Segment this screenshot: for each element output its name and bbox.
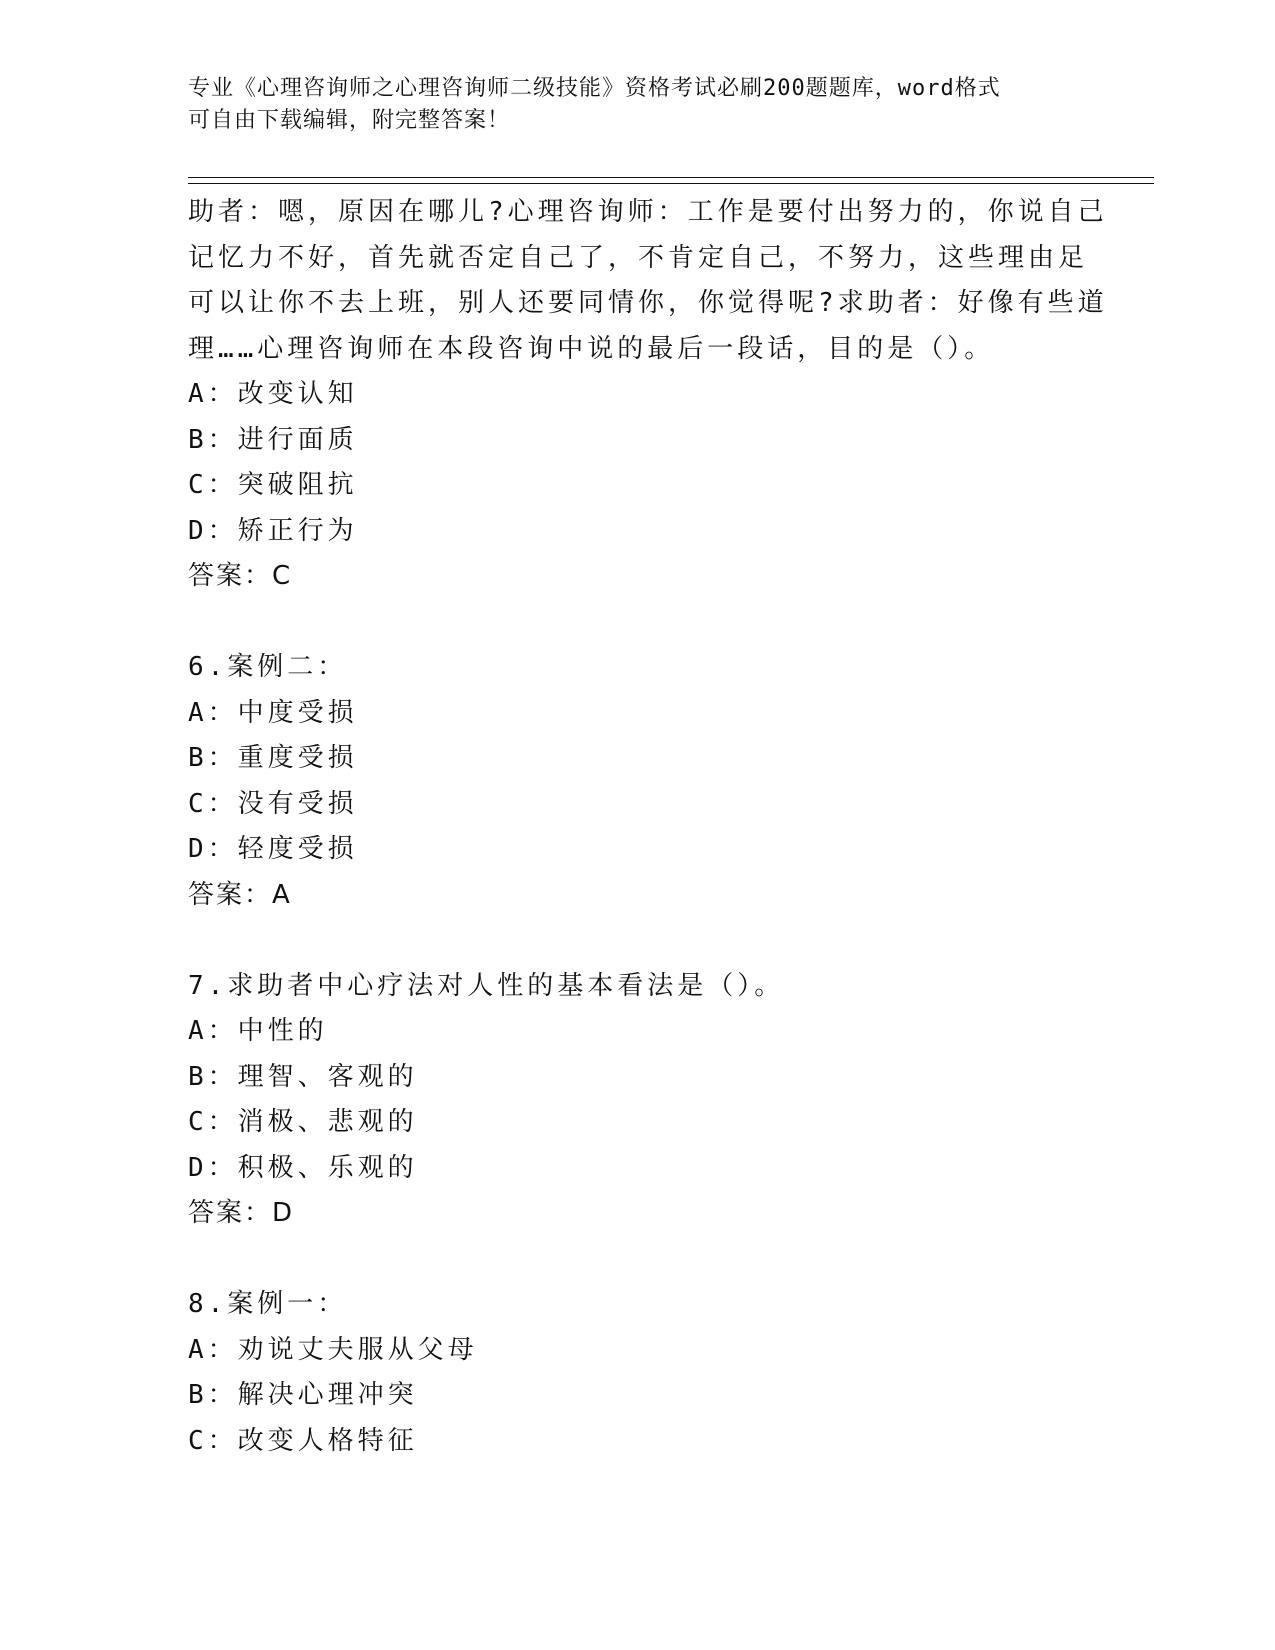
question-stem-line: 可以让你不去上班，别人还要同情你，你觉得呢?求助者：好像有些道 bbox=[188, 288, 1108, 318]
option-b: B：进行面质 bbox=[188, 424, 358, 455]
answer-label: 答案：C bbox=[188, 561, 293, 591]
question-stem: 6.案例二： bbox=[188, 652, 348, 682]
option-d: D：轻度受损 bbox=[188, 834, 358, 864]
document-header bbox=[188, 73, 1088, 137]
question-7 bbox=[188, 964, 1088, 1237]
option-a: A：劝说丈夫服从父母 bbox=[188, 1334, 478, 1365]
option-a: A：改变认知 bbox=[188, 379, 358, 409]
question-stem-line: 记忆力不好，首先就否定自己了，不肯定自己，不努力，这些理由足 bbox=[188, 242, 1089, 273]
option-b: B：理智、客观的 bbox=[188, 1061, 418, 1092]
header-rule-bottom bbox=[188, 183, 1154, 184]
spacer bbox=[188, 1237, 1088, 1283]
question-5 bbox=[188, 190, 1108, 600]
question-6 bbox=[188, 645, 1088, 918]
question-stem-line: 理……心理咨询师在本段咨询中说的最后一段话，目的是（）。 bbox=[188, 333, 995, 364]
question-stem-line: 助者：嗯，原因在哪儿?心理咨询师：工作是要付出努力的，你说自己 bbox=[188, 197, 1108, 227]
option-b: B：解决心理冲突 bbox=[188, 1380, 418, 1410]
answer-label: 答案：A bbox=[188, 879, 292, 910]
option-b: B：重度受损 bbox=[188, 743, 358, 773]
option-c: C：消极、悲观的 bbox=[188, 1107, 418, 1137]
header-rule-top bbox=[188, 177, 1154, 178]
option-c: C：没有受损 bbox=[188, 788, 358, 819]
option-a: A：中性的 bbox=[188, 1016, 328, 1046]
option-c: C：改变人格特征 bbox=[188, 1425, 418, 1456]
spacer bbox=[188, 600, 1088, 646]
question-stem: 8.案例一： bbox=[188, 1289, 348, 1319]
answer-label: 答案：D bbox=[188, 1198, 295, 1228]
spacer bbox=[188, 918, 1088, 964]
question-stem: 7.求助者中心疗法对人性的基本看法是（）。 bbox=[188, 970, 785, 1001]
option-c: C：突破阻抗 bbox=[188, 470, 358, 500]
question-list bbox=[188, 190, 1108, 1464]
header-line-1: 专业《心理咨询师之心理咨询师二级技能》资格考试必刷200题题库，word格式 bbox=[188, 76, 1001, 101]
option-d: D：矫正行为 bbox=[188, 515, 358, 546]
header-line-2: 可自由下载编辑，附完整答案！ bbox=[188, 108, 511, 133]
question-8 bbox=[188, 1282, 1088, 1464]
option-d: D：积极、乐观的 bbox=[188, 1152, 418, 1183]
option-a: A：中度受损 bbox=[188, 697, 358, 728]
